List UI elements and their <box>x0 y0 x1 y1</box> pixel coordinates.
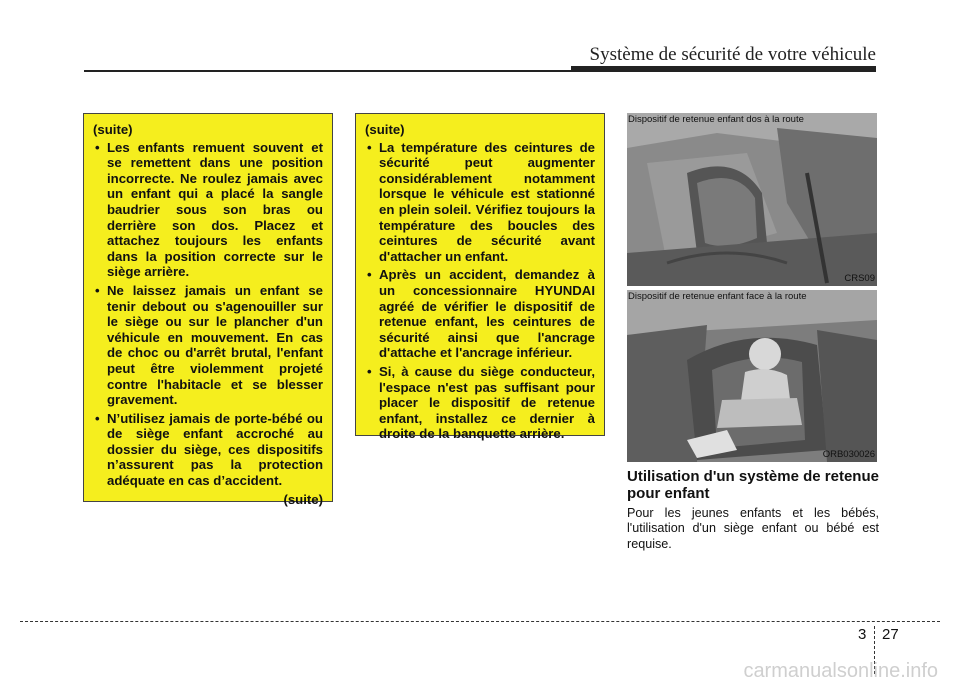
footer-rule <box>20 621 940 622</box>
warning-item: • Ne laissez jamais un enfant se tenir debout ou s'agenouiller sur le siège ou sur le plancher d'un véhicule en mouvement. En cas de choc ou d'arrêt brutal, l'enfant peut être violemment projeté contre l'habitacle et se blesser gravement. <box>93 283 323 408</box>
figure-code: ORB030026 <box>822 449 875 460</box>
page-number: 27 <box>882 626 899 643</box>
watermark: carmanualsonline.info <box>743 660 938 682</box>
figure-caption: Dispositif de retenue enfant face à la route <box>628 291 807 302</box>
warning-item: • Les enfants remuent souvent et se remettent dans une position incorrecte. Ne roulez jamais avec un enfant qui a placé la sangle baudrier sous son bras ou derrière son dos. Placez et attachez toujours les enfants dans la position correcte sur le siège arrière. <box>93 140 323 280</box>
forward-facing-seat-drawing <box>627 290 877 462</box>
continued-label-top: (suite) <box>365 122 405 137</box>
warning-item: • Si, à cause du siège conducteur, l'espace n'est pas suffisant pour placer le dispositif de retenue enfant, installez ce dernier à droite de la banquette arrière. <box>365 364 595 442</box>
page-header-title: Système de sécurité de votre véhicule <box>589 44 876 65</box>
section-number: 3 <box>858 626 867 643</box>
warning-list-2 <box>365 140 595 442</box>
figure-caption: Dispositif de retenue enfant dos à la route <box>628 114 804 125</box>
figure-code: CRS09 <box>844 273 875 284</box>
warning-box-2 <box>355 113 605 442</box>
warning-item: • La température des ceintures de sécurité peut augmenter considérablement notamment lorsque le véhicule est stationné en plein soleil. Vérifiez toujours la température des boucles des ceintures de sécurité avant d'attacher un enfant. <box>365 140 595 265</box>
warning-item: • Après un accident, demandez à un concessionnaire HYUNDAI agréé de vérifier le dispositif de retenue enfant, les ceintures de sécurité ainsi que l'ancrage d'attache et l'ancrage inférieur. <box>365 267 595 361</box>
forward-facing-seat-illustration <box>627 290 877 462</box>
section-body: Pour les jeunes enfants et les bébés, l'utilisation d'un siège enfant ou bébé est requise. <box>627 506 879 551</box>
warning-list-1 <box>93 140 323 489</box>
rear-facing-seat-illustration <box>627 113 877 286</box>
rear-facing-seat-drawing <box>627 113 877 286</box>
warning-box-1 <box>83 113 333 507</box>
warning-item: • N’utilisez jamais de porte-bébé ou de siège enfant accroché au dossier du siège, ces dispositifs n’assurent pas la protection adéquate en cas d’accident. <box>93 411 323 489</box>
continued-label-top: (suite) <box>93 122 133 137</box>
section-title: Utilisation d'un système de retenue pour enfant <box>627 468 879 502</box>
continued-label-bottom: (suite) <box>283 491 323 507</box>
header-rule <box>84 70 876 72</box>
